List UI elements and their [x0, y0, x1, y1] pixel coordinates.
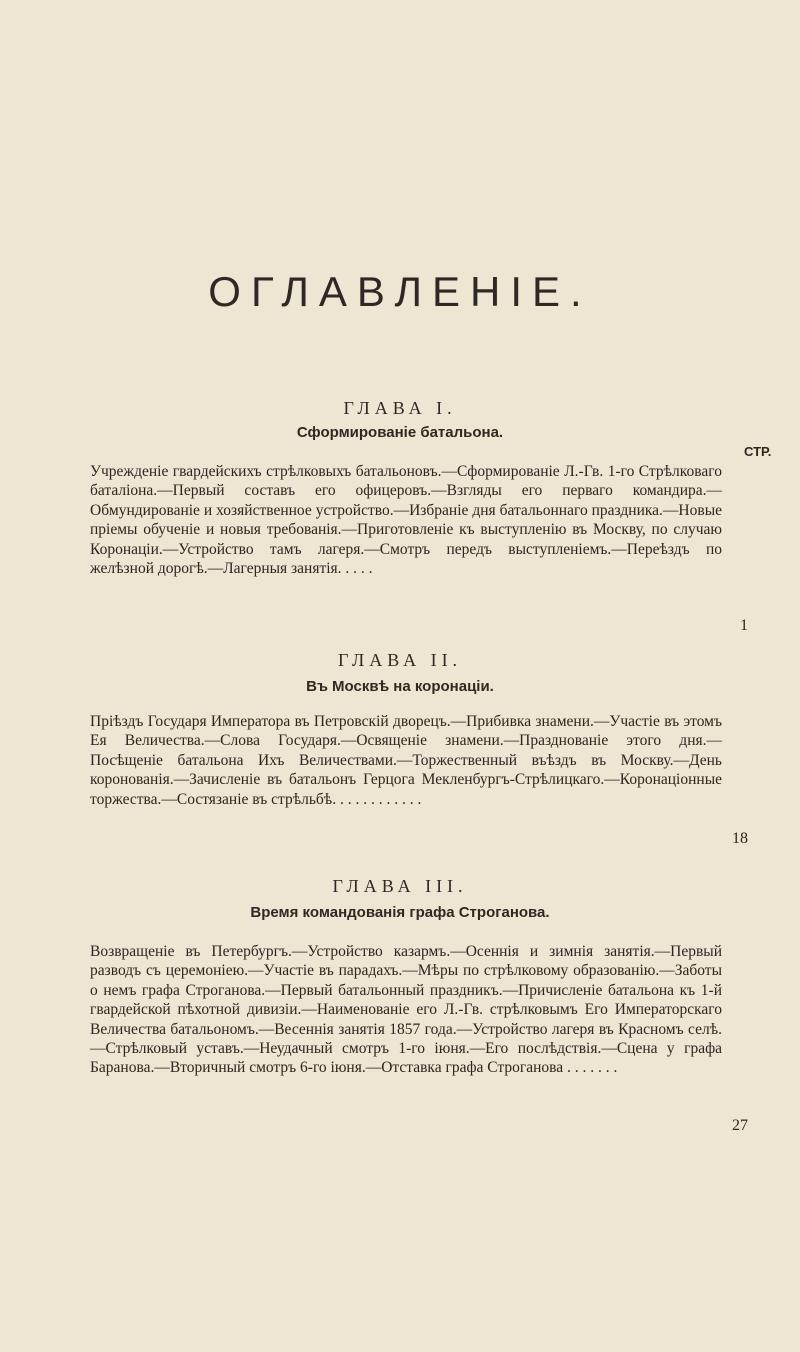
chapter-label: ГЛАВА II.	[337, 650, 463, 670]
page-number: 18	[732, 830, 748, 847]
chapter-contents: Возвращеніе въ Петербургъ.—Устройство казармъ.—Осеннія и зимнія занятія.—Первый разводъ съ церемоніею.—Участіе въ парадахъ.—Мѣры по стрѣлковому образованію.—Заботы о немъ графа Строганова.—Первый батальонный праздникъ.—Причисленіе батальона къ 1-й гвардейской пѣхотной дивизіи.—Наименованіе его Л.-Гв. стрѣлковымъ Его Императорскаго Величества батальономъ.—Весеннія занятія 1857 года.—Устройство лагеря въ Красномъ селѣ.—Стрѣлковый уставъ.—Неудачный смотръ 1-го іюня.—Его послѣдствія.—Сцена у графа Баранова.—Вторичный смотръ 6-го іюня.—Отставка графа Строганова . . . . . . .	[90, 943, 722, 1077]
chapter-heading: Время командованія графа Строганова.	[250, 904, 550, 921]
page-column-label: СТР.	[744, 444, 772, 459]
page-title: ОГЛАВЛЕНІЕ.	[208, 268, 592, 315]
chapter-contents: Пріѣздъ Государя Императора въ Петровскій дворецъ.—Прибивка знамени.—Участіе въ этомъ Ея Величества.—Слова Государя.—Освященіе знамени.—Празднованіе этого дня.—Посѣщеніе батальона Ихъ Величествами.—Торжественный въѣздъ въ Москву.—День коронованія.—Зачисленіе въ батальонъ Герцога Мекленбургъ-Стрѣлицкаго.—Коронаціонные торжества.—Состязаніе въ стрѣльбѣ. . . . . . . . . . . .	[90, 713, 722, 808]
page-number: 27	[732, 1117, 748, 1134]
chapter-heading: Въ Москвѣ на коронаціи.	[306, 678, 494, 695]
chapter-label: ГЛАВА III.	[332, 876, 468, 896]
chapter-label: ГЛАВА I.	[343, 398, 457, 418]
page-number: 1	[740, 617, 748, 634]
chapter-heading: Сформированіе батальона.	[296, 424, 504, 441]
chapter-contents: Учрежденіе гвардейскихъ стрѣлковыхъ батальоновъ.—Сформированіе Л.-Гв. 1-го Стрѣлковаго баталіона.—Первый составъ его офицеровъ.—Взгляды его перваго командира.—Обмундированіе и хозяйственное устройство.—Избраніе дня батальоннаго праздника.—Новые пріемы обученіе и новыя требованія.—Приготовленіе къ выступленію въ Москву, по случаю Коронаціи.—Устройство тамъ лагеря.—Смотръ передъ выступленіемъ.—Переѣздъ по желѣзной дорогѣ.—Лагерныя занятія. . . . .	[90, 463, 722, 578]
